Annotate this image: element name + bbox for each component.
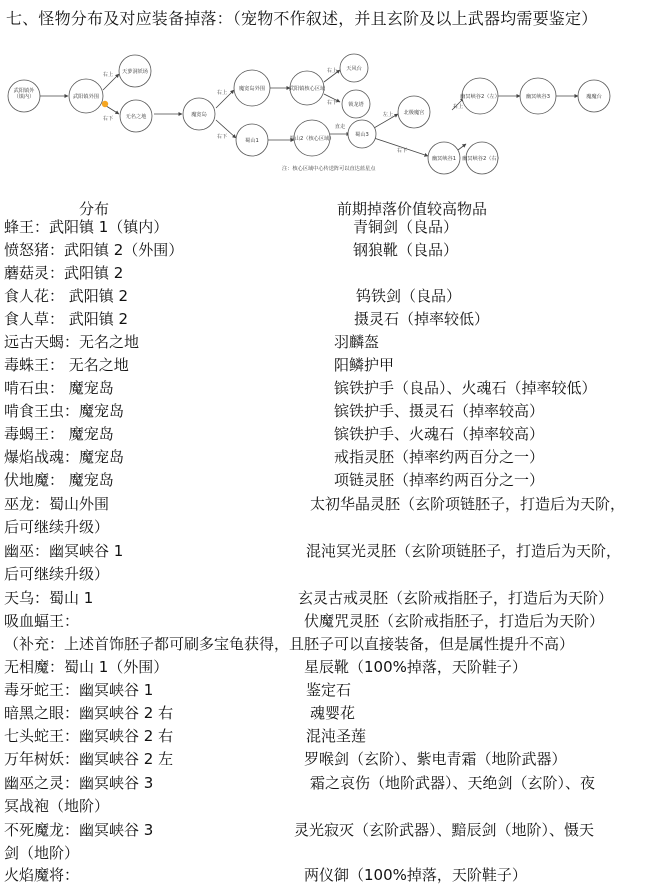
monster-cell: 愤怒猪：武阳镇 2（外围） bbox=[4, 241, 184, 259]
drop-cell: 镔铁护手、摄灵石（掉率较高） bbox=[334, 402, 545, 420]
svg-text:左上: 左上 bbox=[382, 112, 394, 118]
drop-cell-continued: 冥战袍（地阶） bbox=[4, 797, 110, 815]
svg-text:幽冥峡谷2（左）: 幽冥峡谷2（左） bbox=[460, 94, 500, 100]
monster-cell: 巫龙：蜀山外围 bbox=[4, 495, 110, 513]
monster-cell: 毒蝎王： 魔宠岛 bbox=[4, 425, 114, 443]
svg-text:天风台: 天风台 bbox=[346, 66, 362, 72]
svg-text:天萝洞妖场: 天萝洞妖场 bbox=[122, 69, 148, 75]
svg-text:右下: 右下 bbox=[326, 100, 338, 106]
monster-cell: 火焰魔将： bbox=[4, 866, 80, 884]
monster-cell: 万年树妖：幽冥峡谷 2 左 bbox=[4, 750, 174, 768]
drop-cell: 项链灵胚（掉率约两百分之一） bbox=[334, 471, 545, 489]
drop-cell: 两仪御（100%掉落，天阶鞋子） bbox=[304, 866, 527, 884]
svg-text:无名之地: 无名之地 bbox=[125, 114, 147, 120]
monster-cell: 天乌：蜀山 1 bbox=[4, 589, 94, 607]
drop-cell: 霜之哀伤（地阶武器）、天绝剑（玄阶）、夜 bbox=[310, 774, 596, 792]
svg-text:右上: 右上 bbox=[452, 104, 464, 110]
drop-cell: 罗喉剑（玄阶）、紫电青霜（地阶武器） bbox=[304, 750, 567, 768]
monster-cell: 毒蛛王： 无名之地 bbox=[4, 356, 129, 374]
drop-cell: 鉴定石 bbox=[306, 681, 352, 699]
monster-cell: 七头蛇王：幽冥峡谷 2 右 bbox=[4, 727, 174, 745]
monster-cell: 幽巫：幽冥峡谷 1 bbox=[4, 542, 124, 560]
svg-text:幽冥峡谷3: 幽冥峡谷3 bbox=[525, 94, 551, 100]
section-title: 七、怪物分布及对应装备掉落：（宠物不作叙述，并且玄阶及以上武器均需要鉴定） bbox=[6, 9, 598, 28]
drop-cell: 星辰靴（100%掉落，天阶鞋子） bbox=[304, 658, 527, 676]
drop-cell: 钢狼靴（良品） bbox=[353, 241, 459, 259]
drop-cell: 钨铁剑（良品） bbox=[356, 287, 462, 305]
svg-text:锁龙塔: 锁龙塔 bbox=[348, 102, 364, 108]
drop-cell: 戒指灵胚（掉率约两百分之一） bbox=[334, 448, 545, 466]
drop-cell: 镔铁护手（良品）、火魂石（掉率较低） bbox=[334, 379, 597, 397]
drop-cell: 混沌冥光灵胚（玄阶项链胚子，打造后为天阶， bbox=[306, 542, 622, 560]
monster-cell: 蘑菇灵：武阳镇 2 bbox=[4, 264, 124, 282]
svg-text:直走: 直走 bbox=[334, 124, 346, 130]
supplement-note: （补充：上述首饰胚子都可刷多宝龟获得，且胚子可以直接装备，但是属性提升不高） bbox=[4, 635, 575, 653]
drop-cell: 镔铁护手、火魂石（掉率较高） bbox=[334, 425, 545, 443]
svg-text:幽冥峡谷2（右）: 幽冥峡谷2（右） bbox=[462, 156, 502, 162]
header-drops: 前期掉落价值较高物品 bbox=[337, 200, 488, 218]
svg-text:右上: 右上 bbox=[102, 72, 114, 78]
monster-cell: 不死魔龙：幽冥峡谷 3 bbox=[4, 821, 154, 839]
svg-text:右上: 右上 bbox=[326, 68, 338, 74]
monster-cell: 远古天蝎：无名之地 bbox=[4, 333, 140, 351]
drop-cell: 混沌圣莲 bbox=[306, 727, 367, 745]
drop-cell: 伏魔咒灵胚（玄阶戒指胚子，打造后为天阶） bbox=[304, 612, 605, 630]
drop-cell: 太初华晶灵胚（玄阶项链胚子，打造后为天阶， bbox=[310, 495, 626, 513]
svg-text:魔魔台: 魔魔台 bbox=[586, 94, 602, 100]
monster-cell: 无相魔：蜀山 1（外围） bbox=[4, 658, 169, 676]
drop-cell: 青铜剑（良品） bbox=[353, 218, 459, 236]
monster-cell: 爆焰战魂：魔宠岛 bbox=[4, 448, 125, 466]
drop-cell: 阳鳞护甲 bbox=[334, 356, 395, 374]
monster-cell: 幽巫之灵：幽冥峡谷 3 bbox=[4, 774, 154, 792]
current-position-marker bbox=[102, 101, 108, 107]
svg-text:武阳镇外（镇内）: 武阳镇外（镇内） bbox=[13, 88, 35, 100]
monster-cell: 蜂王：武阳镇 1（镇内） bbox=[4, 218, 169, 236]
svg-text:魔宽岛: 魔宽岛 bbox=[191, 112, 207, 118]
svg-text:北极魔宫: 北极魔宫 bbox=[403, 110, 425, 116]
drop-cell: 灵光寂灭（玄阶武器）、黯辰剑（地阶）、慑天 bbox=[294, 821, 595, 839]
monster-cell: 暗黑之眼：幽冥峡谷 2 右 bbox=[4, 704, 174, 722]
monster-cell: 吸血蝠王： bbox=[4, 612, 80, 630]
drop-cell: 玄灵古戒灵胚（玄阶戒指胚子，打造后为天阶） bbox=[298, 589, 614, 607]
svg-text:右下: 右下 bbox=[396, 148, 408, 154]
svg-text:蜀山3: 蜀山3 bbox=[355, 132, 369, 138]
drop-cell-continued: 剑（地阶） bbox=[4, 844, 80, 862]
svg-text:幽冥峡谷1: 幽冥峡谷1 bbox=[431, 156, 457, 162]
monster-cell: 食人花： 武阳镇 2 bbox=[4, 287, 129, 305]
monster-cell: 啃石虫： 魔宠岛 bbox=[4, 379, 114, 397]
area-flow-diagram bbox=[4, 38, 626, 188]
svg-text:右上: 右上 bbox=[216, 90, 228, 96]
svg-text:蜀山1: 蜀山1 bbox=[245, 138, 259, 144]
svg-text:武阳镇外围: 武阳镇外围 bbox=[73, 94, 99, 100]
monster-cell: 啃食王虫：魔宠岛 bbox=[4, 402, 125, 420]
drop-cell-continued: 后可继续升级） bbox=[4, 518, 110, 536]
svg-text:魔宽岛外围: 魔宽岛外围 bbox=[239, 86, 265, 92]
drop-cell: 魂婴花 bbox=[310, 704, 356, 722]
drop-cell: 羽麟盔 bbox=[334, 333, 380, 351]
header-distribution: 分布 bbox=[79, 200, 110, 218]
diagram-note: 注：核心区域中心传送阵可以直达蓝星点 bbox=[282, 166, 376, 172]
svg-text:右下: 右下 bbox=[102, 116, 114, 122]
monster-cell: 食人草： 武阳镇 2 bbox=[4, 310, 129, 328]
svg-text:蜀山2（核心区域）: 蜀山2（核心区域） bbox=[289, 136, 335, 142]
drop-cell: 摄灵石（掉率较低） bbox=[354, 310, 490, 328]
svg-text:武阳镇核心区域: 武阳镇核心区域 bbox=[288, 86, 326, 92]
drop-cell-continued: 后可继续升级） bbox=[4, 565, 110, 583]
svg-text:右下: 右下 bbox=[216, 134, 228, 140]
monster-cell: 毒牙蛇王：幽冥峡谷 1 bbox=[4, 681, 154, 699]
monster-cell: 伏地魔： 魔宠岛 bbox=[4, 471, 114, 489]
